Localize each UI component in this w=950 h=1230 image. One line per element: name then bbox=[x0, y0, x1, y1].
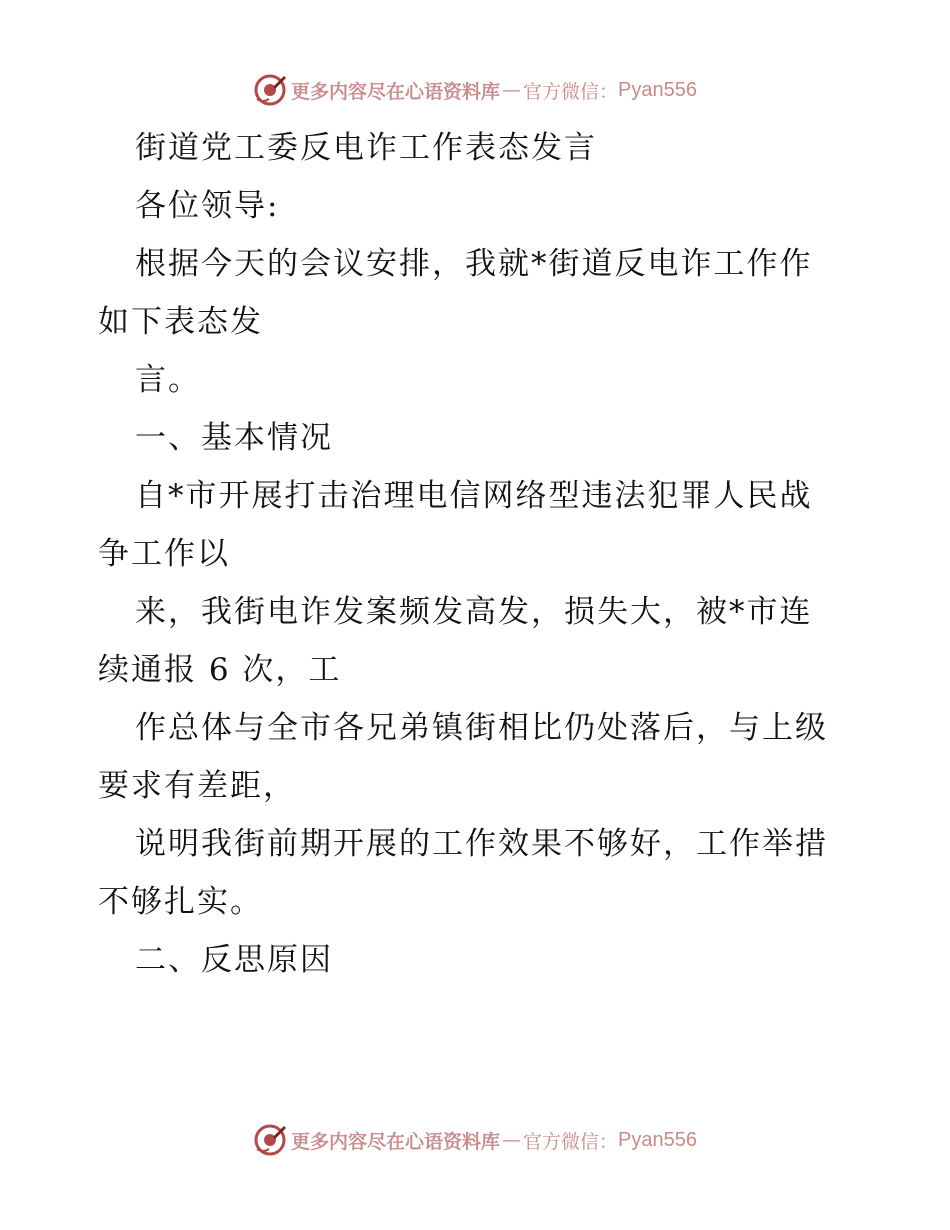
paragraph-line: 说明我街前期开展的工作效果不够好，工作举措 bbox=[135, 826, 828, 862]
section-heading: 二、反思原因 bbox=[135, 942, 333, 978]
paragraph-line: 言。 bbox=[135, 362, 201, 398]
watermark-banner-bottom bbox=[0, 1120, 950, 1160]
paragraph-line: 根据今天的会议安排，我就*街道反电诈工作作 bbox=[135, 246, 813, 282]
section-heading: 一、基本情况 bbox=[135, 420, 333, 456]
paragraph-line: 如下表态发 bbox=[98, 304, 263, 340]
watermark-site-text: 更多内容尽在心语资料库 bbox=[291, 1130, 501, 1153]
watermark-wechat-label: 官方微信： bbox=[523, 1130, 619, 1153]
paragraph-line: 争工作以 bbox=[98, 536, 230, 572]
pen-logo-icon bbox=[253, 1123, 287, 1157]
salutation: 各位领导: bbox=[135, 188, 280, 224]
paragraph-line: 来，我街电诈发案频发高发，损失大，被*市连 bbox=[135, 594, 813, 630]
watermark-separator: — bbox=[502, 1129, 522, 1151]
paragraph-line: 续通报 6 次，工 bbox=[98, 652, 342, 688]
paragraph-line: 自*市开展打击治理电信网络型违法犯罪人民战 bbox=[135, 478, 813, 514]
paragraph-line: 要求有差距， bbox=[98, 768, 296, 804]
pen-logo-icon bbox=[253, 73, 287, 107]
paragraph-line: 不够扎实。 bbox=[98, 884, 263, 920]
document-title: 街道党工委反电诈工作表态发言 bbox=[135, 130, 597, 166]
watermark-separator: — bbox=[502, 79, 522, 101]
watermark-wechat-label: 官方微信： bbox=[523, 80, 619, 103]
watermark-site-text: 更多内容尽在心语资料库 bbox=[291, 80, 501, 103]
watermark-banner-top bbox=[0, 70, 950, 110]
watermark-wechat-id: Pyan556 bbox=[618, 78, 697, 101]
paragraph-line: 作总体与全市各兄弟镇街相比仍处落后，与上级 bbox=[135, 710, 828, 746]
watermark-wechat-id: Pyan556 bbox=[618, 1128, 697, 1151]
